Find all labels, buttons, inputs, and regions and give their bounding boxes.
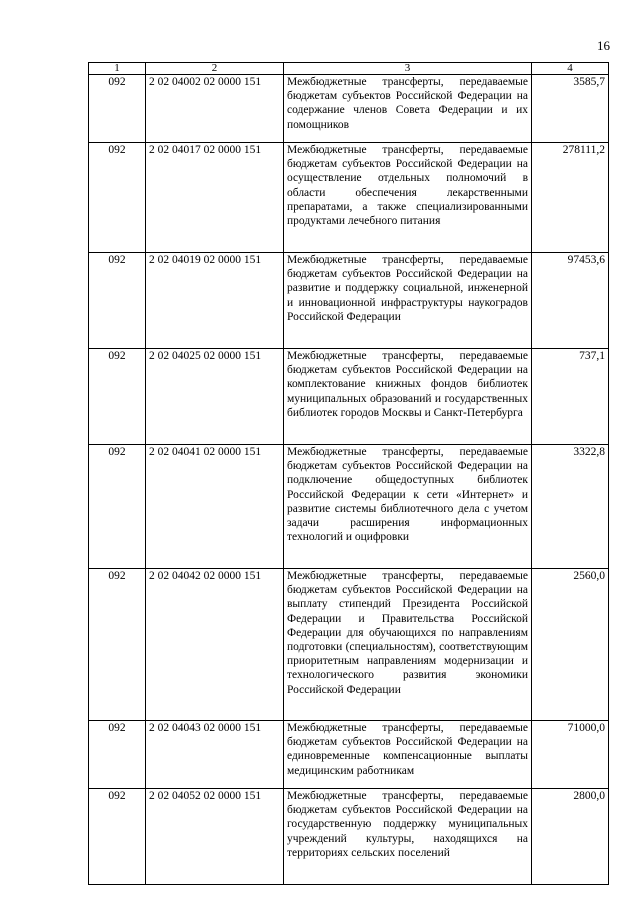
budget-table [88, 62, 609, 885]
chapter-code: 092 [89, 445, 146, 569]
table-row [89, 75, 609, 143]
budget-classification-code: 2 02 04002 02 0000 151 [146, 75, 284, 143]
transfer-amount: 3585,7 [532, 75, 609, 143]
budget-classification-code: 2 02 04043 02 0000 151 [146, 721, 284, 789]
header-row [89, 63, 609, 75]
table-row [89, 143, 609, 253]
transfer-amount: 2560,0 [532, 569, 609, 721]
chapter-code: 092 [89, 253, 146, 349]
table-row [89, 349, 609, 445]
chapter-code: 092 [89, 569, 146, 721]
transfer-description: Межбюджетные трансферты, передаваемые бюджетам субъектов Российской Федерации на комплектование книжных фондов библиотек муниципальных образований и государственных библиотек городов Москвы и Санкт-Петербурга [284, 349, 532, 445]
transfer-amount: 2800,0 [532, 789, 609, 885]
budget-classification-code: 2 02 04025 02 0000 151 [146, 349, 284, 445]
chapter-code: 092 [89, 75, 146, 143]
transfer-description: Межбюджетные трансферты, передаваемые бюджетам субъектов Российской Федерации на развитие и поддержку социальной, инженерной и инновационной инфраструктуры наукоградов Российской Федерации [284, 253, 532, 349]
table-row [89, 569, 609, 721]
table-header [89, 63, 609, 75]
transfer-description: Межбюджетные трансферты, передаваемые бюджетам субъектов Российской Федерации на выплату стипендий Президента Российской Федерации и Правительства Российской Федерации для обучающихся по направлениям подготовки (специальностям), соответствующим приоритетным направлениям модернизации и технологического развития экономики Российской Федерации [284, 569, 532, 721]
column-header-1: 1 [89, 63, 146, 75]
transfer-amount: 737,1 [532, 349, 609, 445]
column-header-2: 2 [146, 63, 284, 75]
table-row [89, 721, 609, 789]
transfer-amount: 278111,2 [532, 143, 609, 253]
budget-classification-code: 2 02 04017 02 0000 151 [146, 143, 284, 253]
column-header-4: 4 [532, 63, 609, 75]
budget-classification-code: 2 02 04042 02 0000 151 [146, 569, 284, 721]
transfer-description: Межбюджетные трансферты, передаваемые бюджетам субъектов Российской Федерации на осуществление отдельных полномочий в области обеспечения лекарственными препаратами, а также специализированными продуктами лечебного питания [284, 143, 532, 253]
transfer-description: Межбюджетные трансферты, передаваемые бюджетам субъектов Российской Федерации на единовременные компенсационные выплаты медицинским работникам [284, 721, 532, 789]
table-row [89, 253, 609, 349]
chapter-code: 092 [89, 789, 146, 885]
table-row [89, 445, 609, 569]
transfer-description: Межбюджетные трансферты, передаваемые бюджетам субъектов Российской Федерации на государственную поддержку муниципальных учреждений культуры, находящихся на территориях сельских поселений [284, 789, 532, 885]
page-number: 16 [597, 38, 610, 53]
budget-classification-code: 2 02 04019 02 0000 151 [146, 253, 284, 349]
transfer-amount: 3322,8 [532, 445, 609, 569]
chapter-code: 092 [89, 721, 146, 789]
transfer-amount: 97453,6 [532, 253, 609, 349]
budget-classification-code: 2 02 04052 02 0000 151 [146, 789, 284, 885]
chapter-code: 092 [89, 143, 146, 253]
transfer-amount: 71000,0 [532, 721, 609, 789]
table-row [89, 789, 609, 885]
chapter-code: 092 [89, 349, 146, 445]
table-body [89, 75, 609, 885]
transfer-description: Межбюджетные трансферты, передаваемые бюджетам субъектов Российской Федерации на подключение общедоступных библиотек Российской Федерации к сети «Интернет» и развитие системы библиотечного дела с учетом задачи расширения информационных технологий и оцифровки [284, 445, 532, 569]
budget-classification-code: 2 02 04041 02 0000 151 [146, 445, 284, 569]
column-header-3: 3 [284, 63, 532, 75]
transfer-description: Межбюджетные трансферты, передаваемые бюджетам субъектов Российской Федерации на содержание членов Совета Федерации и их помощников [284, 75, 532, 143]
